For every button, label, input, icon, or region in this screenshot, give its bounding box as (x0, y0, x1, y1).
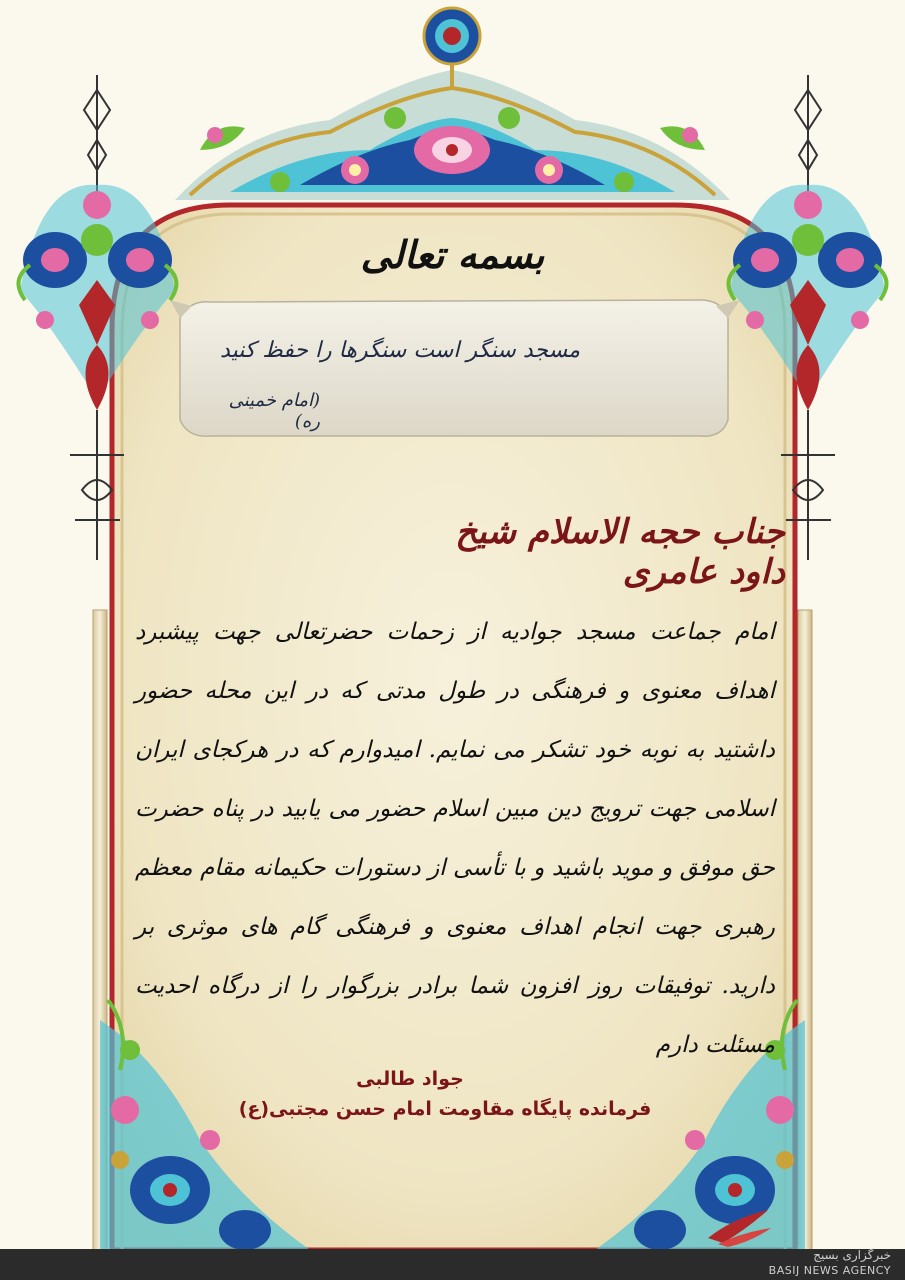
quote-attribution: (امام خمینی ره) (228, 390, 320, 432)
quote-text: مسجد سنگر است سنگرها را حفظ کنید (220, 338, 580, 363)
recipient-title: جناب حجه الاسلام شیخ داود عامری (455, 512, 785, 592)
top-ornament (175, 8, 730, 200)
agency-name-en: BASIJ NEWS AGENCY (768, 1264, 891, 1277)
agency-logo-icon (703, 1198, 773, 1248)
signature-title: فرمانده پایگاه مقاومت امام حسن مجتبی(ع) (238, 1098, 652, 1120)
signature-name: جواد طالبی (356, 1068, 464, 1090)
news-agency-watermark (711, 1248, 891, 1280)
agency-name-fa: خبرگزاری بسیج (813, 1248, 891, 1262)
letter-body: امام جماعت مسجد جوادیه از زحمات حضرتعالی جهت پیشبرد اهداف معنوی و فرهنگی در طول مدتی که در این محله حضور داشتید به نوبه خود تشکر می نمایم. امیدوارم که در هرکجای ایران اسلامی جهت ترویج دین مبین اسلام حضور می یابید در پناه حضرت حق موفق و موید باشید و با تأسی از دستورات حکیمانه مقام معظم رهبری جهت انجام اهداف معنوی و فرهنگی گام های موثری بر دارید. توفیقات روز افزون شما برادر بزرگوار را از درگاه احدیت مسئلت دارم (135, 619, 775, 1058)
basmala-heading: بسمه تعالی (360, 232, 545, 277)
